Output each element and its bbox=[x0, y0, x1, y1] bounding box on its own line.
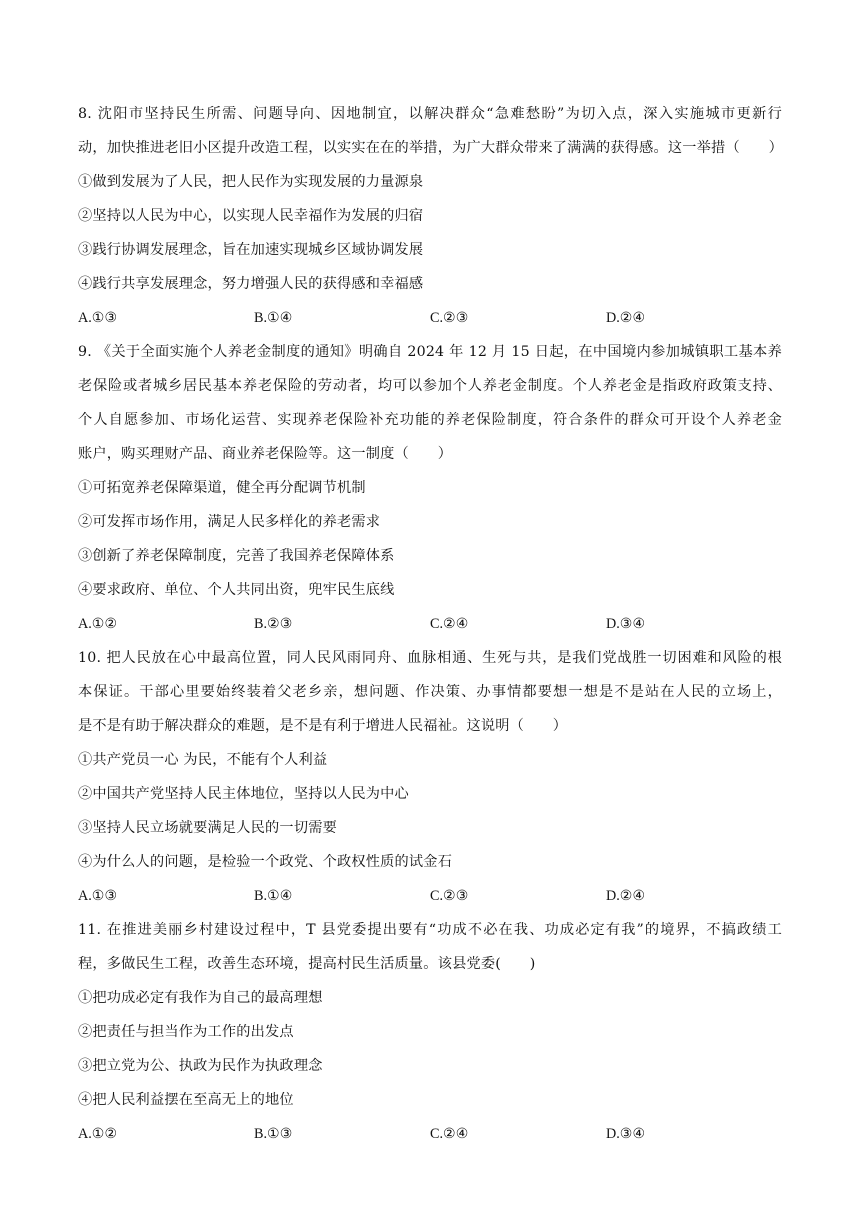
option-c[interactable] bbox=[430, 614, 468, 634]
statement-3: ③创新了养老保障制度，完善了我国养老保障体系 bbox=[78, 548, 395, 564]
question-stem-line: 个人自愿参加、市场化运营、实现养老保险补充功能的养老保险制度，符合条件的群众可开设个人养老金 bbox=[78, 412, 782, 428]
statement-4: ④把人民利益摆在至高无上的地位 bbox=[78, 1092, 294, 1108]
option-b[interactable] bbox=[254, 614, 292, 634]
option-a[interactable] bbox=[78, 614, 117, 634]
option-text: ②④ bbox=[443, 616, 469, 632]
option-text: ②④ bbox=[619, 310, 646, 326]
option-d[interactable] bbox=[606, 614, 645, 634]
option-text: ①② bbox=[91, 616, 118, 632]
option-c[interactable] bbox=[430, 308, 468, 328]
answer-options bbox=[78, 1124, 782, 1144]
option-a[interactable] bbox=[78, 1124, 117, 1144]
option-text: ①③ bbox=[91, 310, 118, 326]
statement-4: ④要求政府、单位、个人共同出资，兜牢民生底线 bbox=[78, 582, 395, 598]
option-letter: A. bbox=[78, 616, 92, 632]
question-stem-line: 程，多做民生工程，改善生态环境，提高村民生活质量。该县党委( ) bbox=[78, 956, 536, 972]
option-b[interactable] bbox=[254, 308, 292, 328]
option-text: ③④ bbox=[619, 616, 646, 632]
option-letter: D. bbox=[606, 1126, 620, 1142]
option-text: ③④ bbox=[619, 1126, 646, 1142]
question-stem-line: 11. 在推进美丽乡村建设过程中，T 县党委提出要有“功成不必在我、功成必定有我”的境界，不搞政绩工 bbox=[78, 922, 782, 938]
option-letter: A. bbox=[78, 310, 92, 326]
question-stem-line: 老保险或者城乡居民基本养老保险的劳动者，均可以参加个人养老金制度。个人养老金是指政府政策支持、 bbox=[78, 378, 782, 394]
option-b[interactable] bbox=[254, 886, 292, 906]
option-letter: C. bbox=[430, 1126, 444, 1142]
option-c[interactable] bbox=[430, 1124, 468, 1144]
option-text: ①④ bbox=[267, 888, 293, 904]
option-b[interactable] bbox=[254, 1124, 292, 1144]
option-letter: B. bbox=[254, 1126, 268, 1142]
option-letter: B. bbox=[254, 310, 268, 326]
option-d[interactable] bbox=[606, 886, 645, 906]
option-text: ①③ bbox=[267, 1126, 293, 1142]
statement-2: ②中国共产党坚持人民主体地位，坚持以人民为中心 bbox=[78, 786, 409, 802]
option-text: ②③ bbox=[443, 888, 469, 904]
statement-3: ③把立党为公、执政为民作为执政理念 bbox=[78, 1058, 323, 1074]
option-text: ①② bbox=[91, 1126, 118, 1142]
option-letter: C. bbox=[430, 616, 444, 632]
statement-1: ①把功成必定有我作为自己的最高理想 bbox=[78, 990, 323, 1006]
option-letter: B. bbox=[254, 616, 268, 632]
answer-options bbox=[78, 886, 782, 906]
option-text: ②③ bbox=[443, 310, 469, 326]
option-letter: C. bbox=[430, 310, 444, 326]
question-stem-line: 9. 《关于全面实施个人养老金制度的通知》明确自 2024 年 12 月 15 日起，在中国境内参加城镇职工基本养 bbox=[78, 344, 782, 360]
statement-1: ①做到发展为了人民，把人民作为实现发展的力量源泉 bbox=[78, 174, 424, 190]
statement-2: ②坚持以人民为中心，以实现人民幸福作为发展的归宿 bbox=[78, 208, 424, 224]
option-d[interactable] bbox=[606, 1124, 645, 1144]
option-c[interactable] bbox=[430, 886, 468, 906]
option-letter: B. bbox=[254, 888, 268, 904]
statement-2: ②可发挥市场作用，满足人民多样化的养老需求 bbox=[78, 514, 381, 530]
option-letter: C. bbox=[430, 888, 444, 904]
option-letter: D. bbox=[606, 888, 620, 904]
question-stem-line: 是不是有助于解决群众的难题，是不是有利于增进人民福祉。这说明（ ） bbox=[78, 718, 568, 734]
option-letter: A. bbox=[78, 888, 92, 904]
question-stem-line: 10. 把人民放在心中最高位置，同人民风雨同舟、血脉相通、生死与共，是我们党战胜一切困难和风险的根 bbox=[78, 650, 782, 666]
option-text: ②④ bbox=[619, 888, 646, 904]
option-letter: D. bbox=[606, 616, 620, 632]
statement-4: ④践行共享发展理念，努力增强人民的获得感和幸福感 bbox=[78, 276, 424, 292]
statement-4: ④为什么人的问题，是检验一个政党、个政权性质的试金石 bbox=[78, 854, 453, 870]
statement-3: ③坚持人民立场就要满足人民的一切需要 bbox=[78, 820, 337, 836]
option-letter: D. bbox=[606, 310, 620, 326]
question-stem-line: 动，加快推进老旧小区提升改造工程，以实实在在的举措，为广大群众带来了满满的获得感。这一举措（ ） bbox=[78, 140, 783, 156]
statement-3: ③践行协调发展理念，旨在加速实现城乡区域协调发展 bbox=[78, 242, 424, 258]
option-text: ②④ bbox=[443, 1126, 469, 1142]
statement-1: ①可拓宽养老保障渠道，健全再分配调节机制 bbox=[78, 480, 366, 496]
statement-2: ②把责任与担当作为工作的出发点 bbox=[78, 1024, 294, 1040]
answer-options bbox=[78, 308, 782, 328]
question-stem-line: 8. 沈阳市坚持民生所需、问题导向、因地制宜，以解决群众“急难愁盼”为切入点，深入实施城市更新行 bbox=[78, 106, 782, 122]
answer-options bbox=[78, 614, 782, 634]
option-text: ②③ bbox=[267, 616, 293, 632]
option-text: ①④ bbox=[267, 310, 293, 326]
question-stem-line: 账户，购买理财产品、商业养老保险等。这一制度（ ） bbox=[78, 446, 453, 462]
option-a[interactable] bbox=[78, 886, 117, 906]
option-d[interactable] bbox=[606, 308, 645, 328]
option-text: ①③ bbox=[91, 888, 118, 904]
option-a[interactable] bbox=[78, 308, 117, 328]
question-stem-line: 本保证。干部心里要始终装着父老乡亲，想问题、作决策、办事情都要想一想是不是站在人民的立场上， bbox=[78, 684, 782, 700]
option-letter: A. bbox=[78, 1126, 92, 1142]
statement-1: ①共产党员一心 为民，不能有个人利益 bbox=[78, 752, 328, 768]
